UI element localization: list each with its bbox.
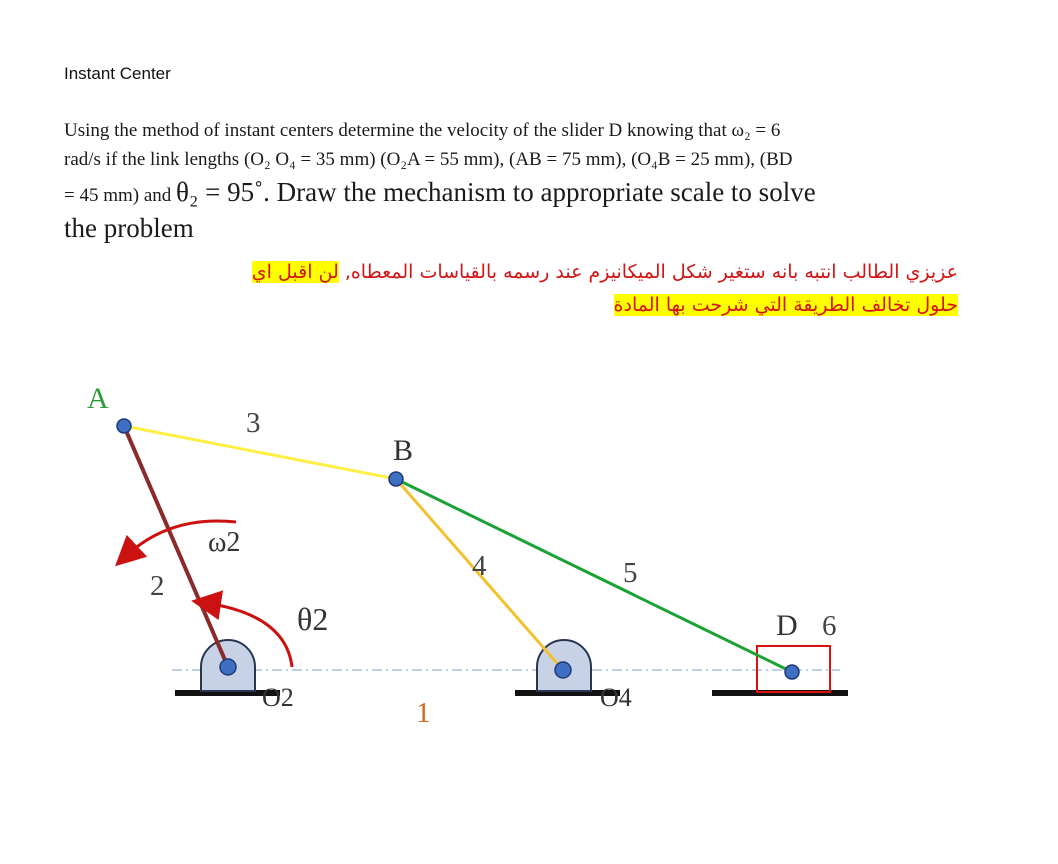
problem-line-3-start: = 45 mm) and xyxy=(64,185,172,206)
pin-a xyxy=(117,419,131,433)
warning-highlight-1: لن اقبل اي xyxy=(251,261,339,283)
label-o2: O2 xyxy=(262,683,294,712)
pin-d xyxy=(785,665,799,679)
label-o4: O4 xyxy=(600,683,632,712)
problem-line-2: rad/s if the link lengths (O₂ O₄ = 35 mm) (O₂A = 55 mm), (AB = 75 mm), (O₄B = 25 mm), (BD xyxy=(64,149,793,170)
label-link-2: 2 xyxy=(150,570,165,602)
problem-line-4: the problem xyxy=(64,213,194,243)
page-heading: Instant Center xyxy=(64,64,171,83)
pin-o2 xyxy=(220,659,236,675)
label-link-5: 5 xyxy=(623,557,638,589)
warning-note-text: عزيزي الطالب انتبه بانه ستغير شكل الميكانيزم عند رسمه بالقياسات المعطاه, xyxy=(344,261,958,283)
label-link-6: 6 xyxy=(822,610,837,642)
label-link-1: 1 xyxy=(416,697,431,729)
label-point-b: B xyxy=(393,434,414,467)
link-5 xyxy=(396,479,792,672)
problem-line-3-end: θ₂ = 95˚. Draw the mechanism to appropriate scale to solve xyxy=(176,177,816,207)
label-point-d: D xyxy=(776,609,798,642)
label-link-3: 3 xyxy=(246,407,261,439)
warning-highlight-2: حلول تخالف الطريقة التي شرحت بها المادة xyxy=(613,294,958,316)
label-link-4: 4 xyxy=(472,550,487,582)
label-theta: θ2 xyxy=(297,601,329,637)
label-point-a: A xyxy=(87,382,109,415)
pin-b xyxy=(389,472,403,486)
pin-o4 xyxy=(555,662,571,678)
label-omega: ω2 xyxy=(208,527,241,558)
problem-line-1: Using the method of instant centers determine the velocity of the slider D knowing that ω₂ = 6 xyxy=(64,120,781,141)
